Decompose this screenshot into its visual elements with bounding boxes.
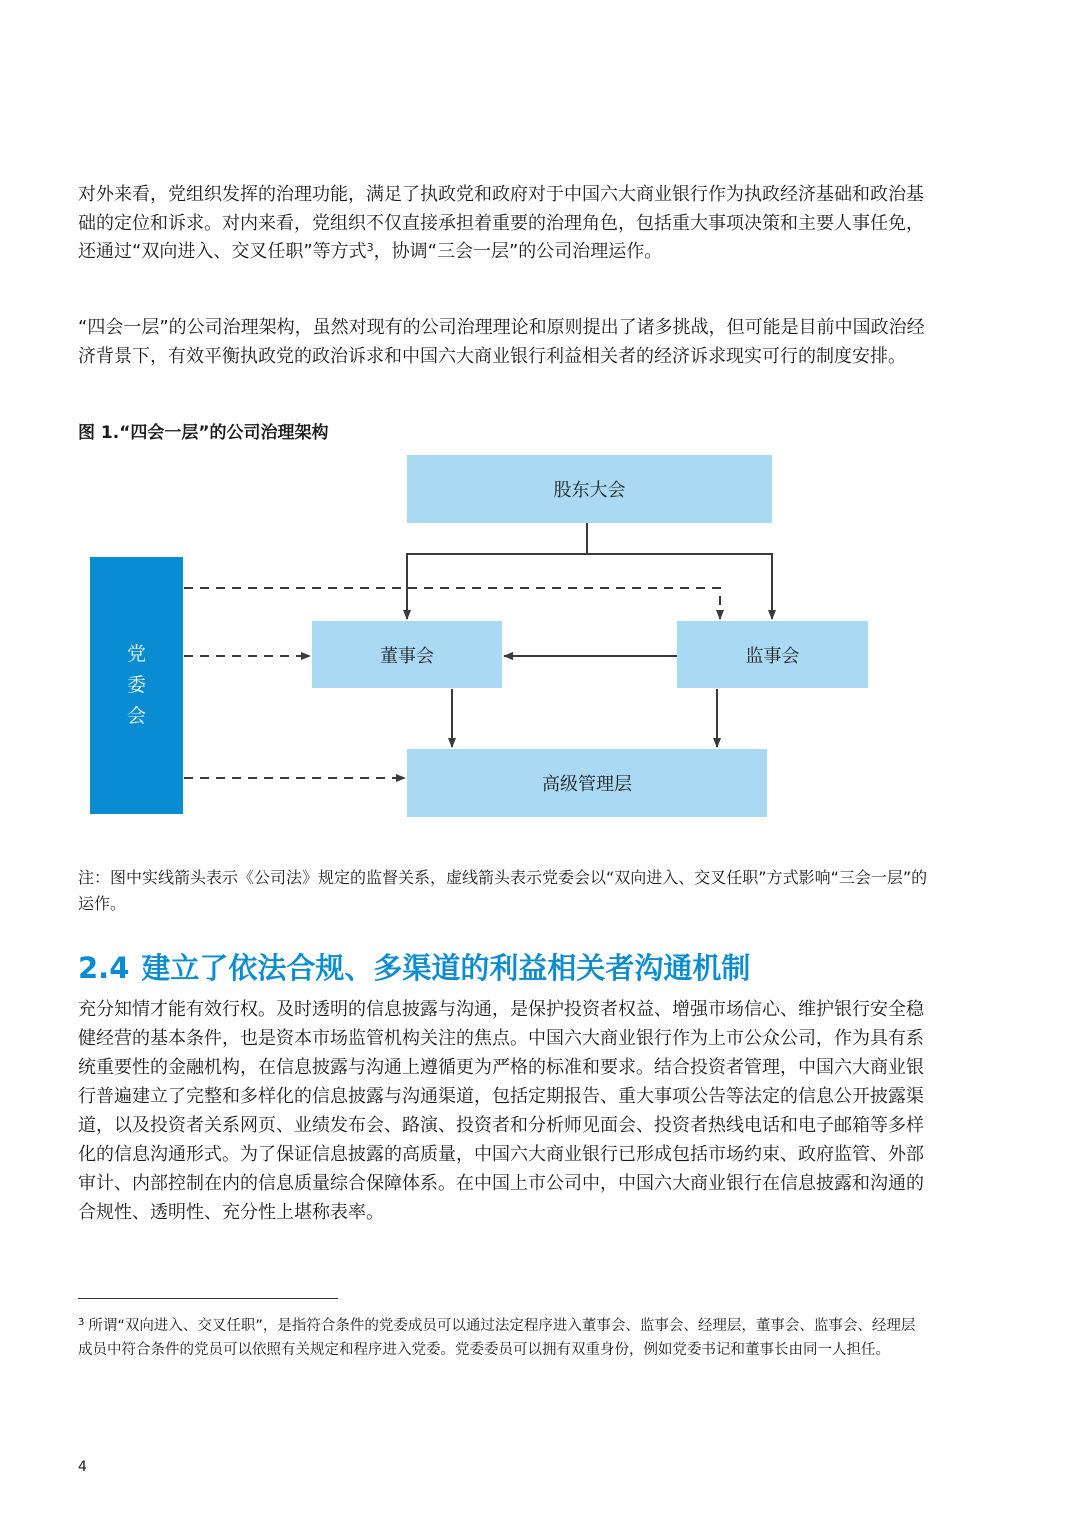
party-committee-box (90, 557, 183, 814)
paragraph-1-text-a: 对外来看，党组织发挥的治理功能，满足了执政党和政府对于中国六大商业银行作为执政经济基础和政治基础的定位和诉求。对内来看，党组织不仅直接承担着重要的治理角色，包括重大事项决策和主要人事任免，还通过“双向进入、交叉任职”等方式 (78, 184, 924, 262)
shareholders-to-supervisors-arrow (587, 554, 772, 619)
section-number: 2.4 (78, 951, 130, 985)
footnote-3 (78, 1314, 928, 1362)
figure-title: 图 1.“四会一层”的公司治理架构 (78, 423, 329, 443)
section-heading (78, 947, 750, 989)
section-paragraph: 充分知情才能有效行权。及时透明的信息披露与沟通，是保护投资者权益、增强市场信心、维护银行安全稳健经营的基本条件，也是资本市场监管机构关注的焦点。中国六大商业银行作为上市公众公司，作为具有系统重要性的金融机构，在信息披露与沟通上遵循更为严格的标准和要求。结合投资者管理，中国六大商业银行普遍建立了完整和多样化的信息披露与沟通渠道，包括定期报告、重大事项公告等法定的信息公开披露渠道，以及投资者关系网页、业绩发布会、路演、投资者和分析师见面会、投资者热线电话和电子邮箱等多样化的信息沟通形式。为了保证信息披露的高质量，中国六大商业银行已形成包括市场约束、政府监管、外部审计、内部控制在内的信息质量综合保障体系。在中国上市公司中，中国六大商业银行在信息披露和沟通的合规性、透明性、充分性上堪称表率。 (78, 999, 924, 1223)
board-of-directors-box (312, 621, 502, 688)
board-of-supervisors-box (677, 621, 868, 688)
shareholders-to-board-arrow (407, 554, 587, 619)
footnote-ref-3[interactable]: 3 (366, 241, 374, 254)
board-of-directors-label: 董事会 (380, 645, 434, 667)
footnote-marker: 3 (78, 1317, 85, 1328)
figure-note: 注：图中实线箭头表示《公司法》规定的监督关系，虚线箭头表示党委会以“双向进入、交叉任职”方式影响“三会一层”的运作。 (78, 868, 928, 913)
body-paragraph-1 (78, 181, 928, 267)
section-title: 建立了依法合规、多渠道的利益相关者沟通机制 (141, 951, 751, 985)
footnote-divider (78, 1298, 338, 1299)
senior-management-box (407, 749, 767, 817)
board-of-supervisors-label: 监事会 (745, 645, 800, 667)
paragraph-1-text-b: ，协调“三会一层”的公司治理运作。 (373, 241, 663, 262)
shareholders-meeting-box (407, 455, 772, 523)
shareholders-meeting-label: 股东大会 (553, 480, 626, 501)
page-number: 4 (78, 1459, 87, 1475)
senior-management-label: 高级管理层 (542, 774, 632, 795)
body-paragraph-2: “四会一层”的公司治理架构，虽然对现有的公司治理理论和原则提出了诸多挑战，但可能是目前中国政治经济背景下，有效平衡执政党的政治诉求和中国六大商业银行利益相关者的经济诉求现实可行的制度安排。 (78, 317, 925, 367)
footnote-text: 所谓“双向进入、交叉任职”，是指符合条件的党委成员可以通过法定程序进入董事会、监事会、经理层，董事会、监事会、经理层成员中符合条件的党员可以依照有关规定和程序进入党委。党委委员可以拥有双重身份，例如党委书记和董事长由同一人担任。 (78, 1318, 916, 1358)
party-to-supervisors-dashed-arrow (184, 588, 720, 619)
party-committee-label: 党委会 (126, 643, 146, 727)
